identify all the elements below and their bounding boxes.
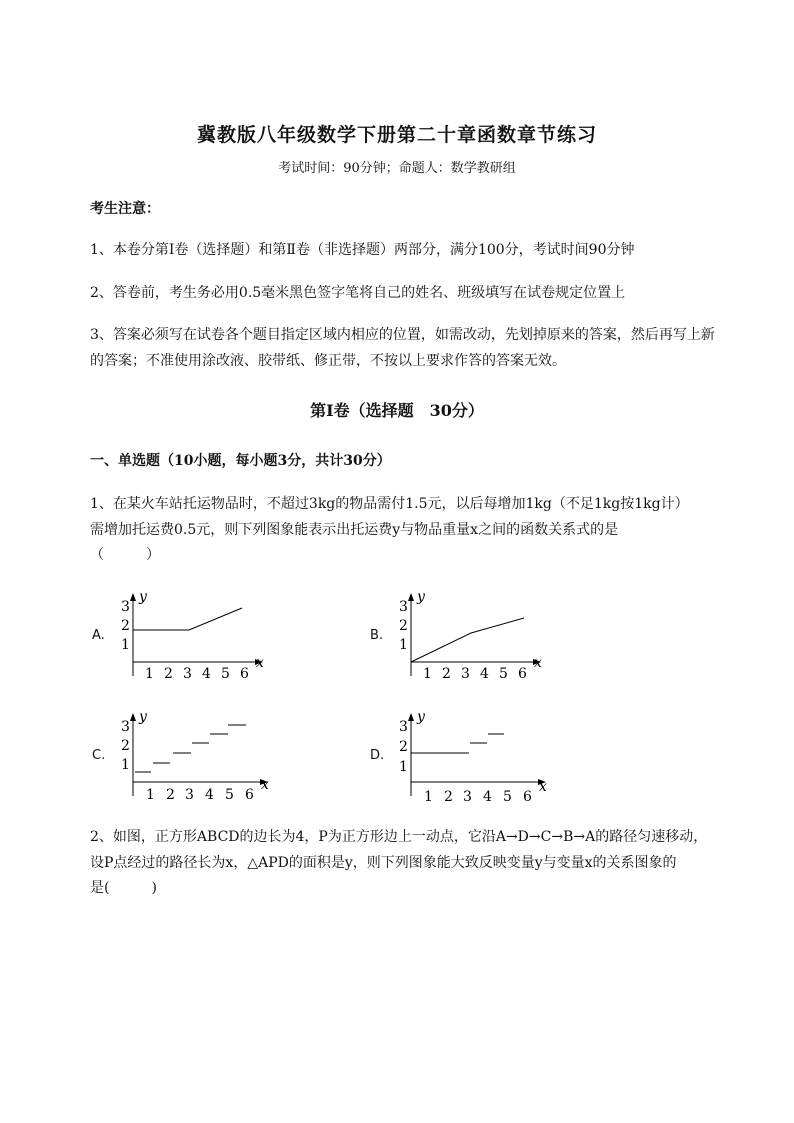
graph-d[interactable] — [393, 708, 558, 803]
y-tick: 2 — [399, 739, 408, 755]
section-title: 第I卷（选择题 30分） — [310, 401, 484, 420]
option-b-label[interactable]: B. — [370, 628, 384, 643]
graph-b[interactable] — [393, 588, 553, 683]
q2-line1: 2、如图，正方形ABCD的边长为4，P为正方形边上一动点，它沿A→D→C→B→A的路径匀速移动， — [90, 829, 708, 845]
y-tick: 1 — [121, 637, 130, 653]
x-tick: 3 — [463, 789, 472, 803]
x-tick: 2 — [166, 787, 175, 803]
page-title: 冀教版八年级数学下册第二十章函数章节练习 — [196, 124, 597, 146]
q1-line2: 需增加托运费0.5元，则下列图象能表示出托运费y与物品重量x之间的函数关系式的是 — [90, 522, 619, 538]
graph-line — [133, 608, 242, 630]
y-tick: 1 — [399, 637, 408, 653]
x-tick: 5 — [221, 666, 230, 682]
x-axis-label: x — [534, 655, 542, 671]
graph-line — [411, 618, 524, 662]
y-axis-label: y — [139, 709, 147, 725]
option-a-label[interactable]: A. — [92, 628, 105, 643]
y-tick: 3 — [399, 719, 408, 735]
x-axis-label: x — [539, 779, 547, 795]
y-tick: 3 — [121, 719, 130, 735]
y-tick: 1 — [399, 759, 408, 775]
q1-line1: 1、在某火车站托运物品时，不超过3kg的物品需付1.5元，以后每增加1kg（不足1kg按1kg计） — [90, 496, 689, 512]
x-tick: 4 — [205, 787, 214, 803]
x-tick: 4 — [480, 666, 489, 682]
q2-line3: 是( ) — [90, 880, 157, 896]
x-axis-label: x — [256, 655, 264, 671]
q2-line2: 设P点经过的路径长为x，△APD的面积是y，则下列图象能大致反映变量y与变量x的关系图象的 — [90, 855, 677, 871]
x-tick: 6 — [245, 787, 254, 803]
x-tick: 1 — [145, 666, 154, 682]
x-tick: 2 — [164, 666, 173, 682]
graph-c[interactable] — [115, 708, 275, 803]
y-tick: 2 — [121, 738, 130, 754]
x-tick: 3 — [185, 787, 194, 803]
x-tick: 6 — [240, 666, 249, 682]
part-heading: 一、单选题（10小题，每小题3分，共计30分） — [90, 453, 391, 469]
x-axis-label: x — [261, 777, 269, 793]
x-tick: 5 — [499, 666, 508, 682]
y-axis-label: y — [417, 709, 425, 725]
notice-heading: 考生注意： — [90, 201, 160, 217]
x-tick: 5 — [503, 789, 512, 803]
notice-item-3-cont: 的答案；不准使用涂改液、胶带纸、修正带，不按以上要求作答的答案无效。 — [90, 353, 566, 369]
y-axis-label: y — [417, 589, 425, 605]
x-tick: 2 — [444, 789, 453, 803]
x-tick: 1 — [146, 787, 155, 803]
notice-item-1: 1、本卷分第I卷（选择题）和第Ⅱ卷（非选择题）两部分，满分100分，考试时间90分钟 — [90, 242, 635, 258]
option-c-label[interactable]: C. — [92, 748, 106, 763]
notice-item-3: 3、答案必须写在试卷各个题目指定区域内相应的位置，如需改动，先划掉原来的答案，然后再写上新 — [90, 327, 715, 343]
y-tick: 2 — [121, 618, 130, 634]
option-d-label[interactable]: D. — [370, 748, 385, 763]
x-tick: 5 — [225, 787, 234, 803]
y-axis-label: y — [139, 589, 147, 605]
x-tick: 3 — [461, 666, 470, 682]
x-tick: 6 — [523, 789, 532, 803]
x-tick: 4 — [202, 666, 211, 682]
y-tick: 2 — [399, 618, 408, 634]
y-tick: 1 — [121, 757, 130, 773]
x-tick: 3 — [183, 666, 192, 682]
x-tick: 1 — [424, 789, 433, 803]
x-tick: 2 — [442, 666, 451, 682]
x-tick: 4 — [483, 789, 492, 803]
x-tick: 1 — [423, 666, 432, 682]
graph-a[interactable] — [115, 588, 275, 683]
x-tick: 6 — [518, 666, 527, 682]
y-tick: 3 — [399, 599, 408, 615]
y-tick: 3 — [121, 599, 130, 615]
q1-blank: （ ） — [90, 547, 160, 563]
notice-item-2: 2、答卷前，考生务必用0.5毫米黑色签字笔将自己的姓名、班级填写在试卷规定位置上 — [90, 285, 626, 301]
exam-info: 考试时间：90分钟；命题人：数学教研组 — [278, 161, 516, 176]
